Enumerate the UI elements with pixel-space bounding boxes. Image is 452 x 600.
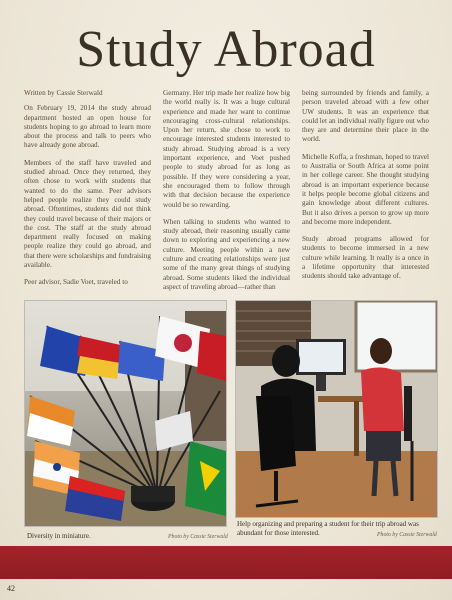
photo-caption-left: Diversity in miniature.: [27, 532, 91, 540]
paragraph: Peer advisor, Sadie Voet, traveled to: [24, 278, 128, 287]
paragraph: being surrounded by friends and family, a person traveled abroad with a few other UW students. It was an experience that could let an individual really figure out who they are and determine their place in the world.: [302, 89, 429, 144]
paragraph: On February 19, 2014 the study abroad department hosted an open house for students hoping to go abroad to learn more about the process and talk to peers who have already gone abroad.: [24, 104, 151, 150]
advising-illustration: [236, 301, 437, 517]
byline: Written by Cassie Sterwald: [24, 89, 103, 97]
paragraph: Study abroad programs allowed for students to become immersed in a new culture while learning. It really is a once in a lifetime opportunity that interested students should take advantage of.: [302, 235, 429, 281]
paragraph: Germany. Her trip made her realize how big the world really is. It was a huge cultural experience and made her want to continue encouraging cross-cultural relationships. Upon her return, she chose to work to encourage interested students interested to study abroad. Studying abroad is a very important experience, and Voet pushed people to study abroad for as long as possible. If they were considering a year, she encouraged them to follow through with that decision because the experience would be so rewarding.: [163, 89, 290, 209]
photo-caption-right: Help organizing and preparing a student for their trip abroad was abundant for those interested.: [237, 520, 419, 537]
page-number: 42: [7, 584, 15, 593]
advising-photo: [235, 300, 438, 518]
footer-accent-band: [0, 546, 452, 579]
paragraph: When talking to students who wanted to study abroad, their reasoning usually came down to exploring and experiencing a new culture. Meeting people within a new culture and creating relationships were just some of the many great things of studying abroad. Some students liked the individual aspect of traveling abroad—rather than: [163, 217, 290, 291]
article-column-2: [163, 89, 290, 300]
page-title: Study Abroad: [76, 21, 376, 78]
flags-photo: [24, 300, 227, 527]
photo-credit-right: Photo by Cassie Sterwald: [377, 532, 437, 538]
flags-illustration: [25, 301, 226, 526]
article-column-3: [302, 89, 429, 290]
article-column-1: [24, 89, 151, 296]
paragraph: Michelle Koffa, a freshman, hoped to travel to Australia or South Africa at some point in her college career. She thought studying abroad is an important experience because it helps people become global citizens and gain knowledge about different cultures. But it also drives a person to grow up more and become more independent.: [302, 152, 429, 226]
paragraph: Members of the staff have traveled and studied abroad. Once they returned, they often chose to work with students that wanted to do the same. Peer advisors helped people realize they could study abroad. Oftentimes, students did not think they could travel because of their majors or the cost. The staff at the study abroad department really focused on making people realize they could go abroad, and that there were scholarships and fundraising available.: [24, 158, 151, 270]
photo-credit-left: Photo by Cassie Sterwald: [168, 534, 228, 540]
